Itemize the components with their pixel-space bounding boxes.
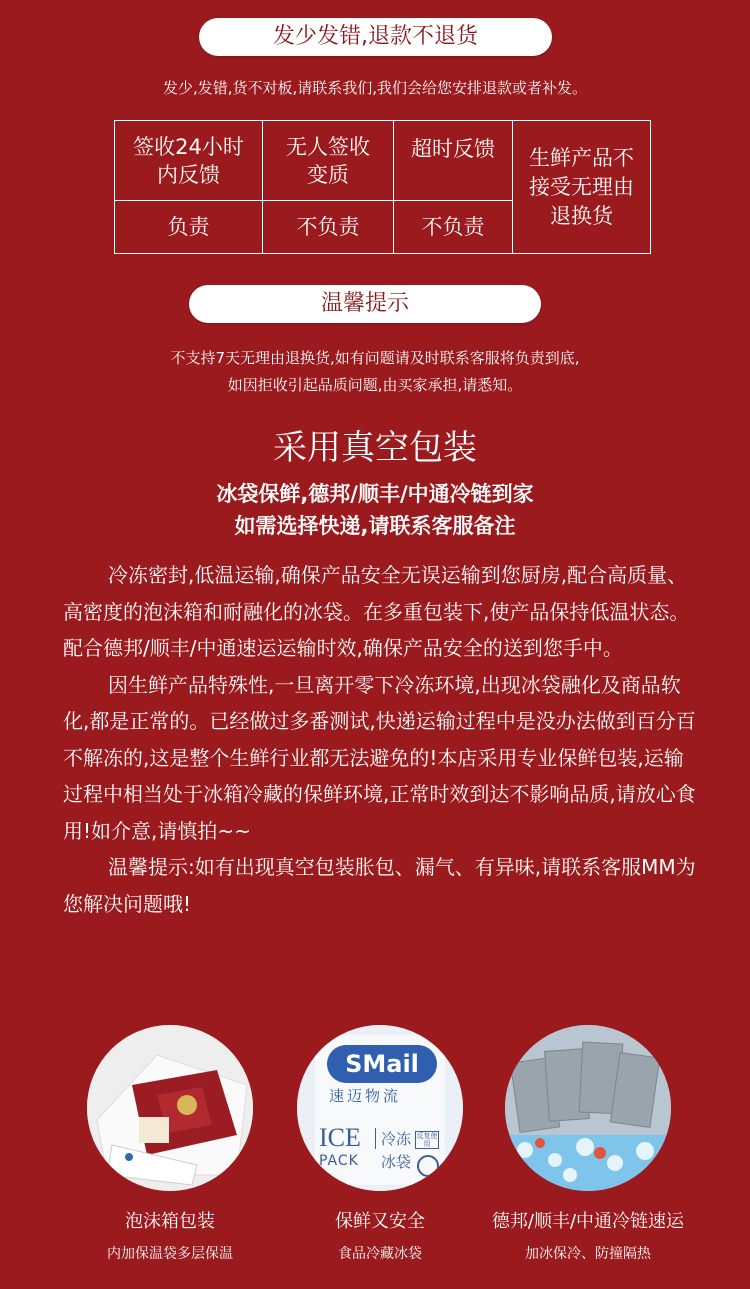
policy-cell-overdue: 不负责 [394, 201, 513, 254]
feature-title-safe: 保鲜又安全 [335, 1211, 425, 1232]
tips-notice [0, 345, 750, 399]
refund-notice: 发少,发错,货不对板,请联系我们,我们会给您安排退款或者补发。 [162, 79, 588, 97]
feature-subtitle-foam: 内加保温袋多层保温 [107, 1246, 233, 1262]
ice-label: ICE [319, 1123, 361, 1152]
tips-banner [189, 285, 541, 323]
packaging-subheading-2: 如需选择快递,请联系客服备注 [234, 514, 516, 538]
cold-chain-image [505, 1025, 671, 1191]
tips-notice-line2: 如因拒收引起品质问题,由买家承担,请悉知。 [227, 376, 523, 394]
tips-notice-line1: 不支持7天无理由退换货,如有问题请及时联系客服将负责到底, [170, 349, 580, 367]
policy-header-24h: 签收24小时内反馈 [115, 121, 263, 201]
policy-header-fresh: 生鲜产品不接受无理由退换货 [513, 121, 651, 254]
smail-logo: SMail [327, 1045, 437, 1083]
reusable-stamp: 反复使用 [416, 1132, 438, 1148]
cn-icepack-label: 冰袋 [381, 1153, 412, 1171]
policy-header-unsigned: 无人签收变质 [263, 121, 394, 201]
foam-box-image [87, 1025, 253, 1191]
refund-banner [199, 18, 552, 56]
paragraph-tip: 温馨提示:如有出现真空包装胀包、漏气、有异味,请联系客服MM为您解决问题哦! [63, 855, 696, 916]
circle-mark-icon [417, 1155, 439, 1177]
feature-subtitle-safe: 食品冷藏冰袋 [338, 1246, 422, 1262]
ice-pack-image [297, 1025, 463, 1191]
tips-banner-title: 温馨提示 [320, 291, 409, 316]
feature-title-coldchain: 德邦/顺丰/中通冷链速运 [491, 1211, 685, 1232]
paragraph-thaw: 因生鲜产品特殊性,一旦离开零下冷冻环境,出现冰袋融化及商品软化,都是正常的。已经做过多番测试,快递运输过程中是没办法做到百分百不解冻的,这是整个生鲜行业都无法避免的!本店采用专业保鲜包装,运输过程中相当处于冰箱冷藏的保鲜环境,正常时效到达不影响品质,请放心食用!如介意,请慎拍~~ [63, 672, 696, 843]
packaging-heading: 采用真空包装 [273, 428, 477, 468]
feature-subtitle-coldchain: 加冰保冷、防撞隔热 [525, 1246, 651, 1262]
policy-header-overdue: 超时反馈 [394, 121, 513, 201]
policy-table [114, 120, 651, 254]
pack-label: PACK [319, 1153, 359, 1169]
cn-freeze-label: 冷冻 [375, 1128, 411, 1149]
packaging-description [63, 557, 703, 922]
policy-cell-unsigned: 不负责 [263, 201, 394, 254]
packaging-subheading-1: 冰袋保鲜,德邦/顺丰/中通冷链到家 [216, 482, 534, 506]
paragraph-shipping: 冷冻密封,低温运输,确保产品安全无误运输到您厨房,配合高质量、高密度的泡沫箱和耐融化的冰袋。在多重包装下,使产品保持低温状态。配合德邦/顺丰/中通速运运输时效,确保产品安全的送到您手中。 [63, 563, 690, 660]
refund-banner-title: 发少发错,退款不退货 [273, 24, 478, 49]
smail-cn-label: 速迈物流 [329, 1087, 402, 1105]
policy-cell-24h: 负责 [115, 201, 263, 254]
feature-title-foam: 泡沫箱包装 [125, 1211, 215, 1232]
